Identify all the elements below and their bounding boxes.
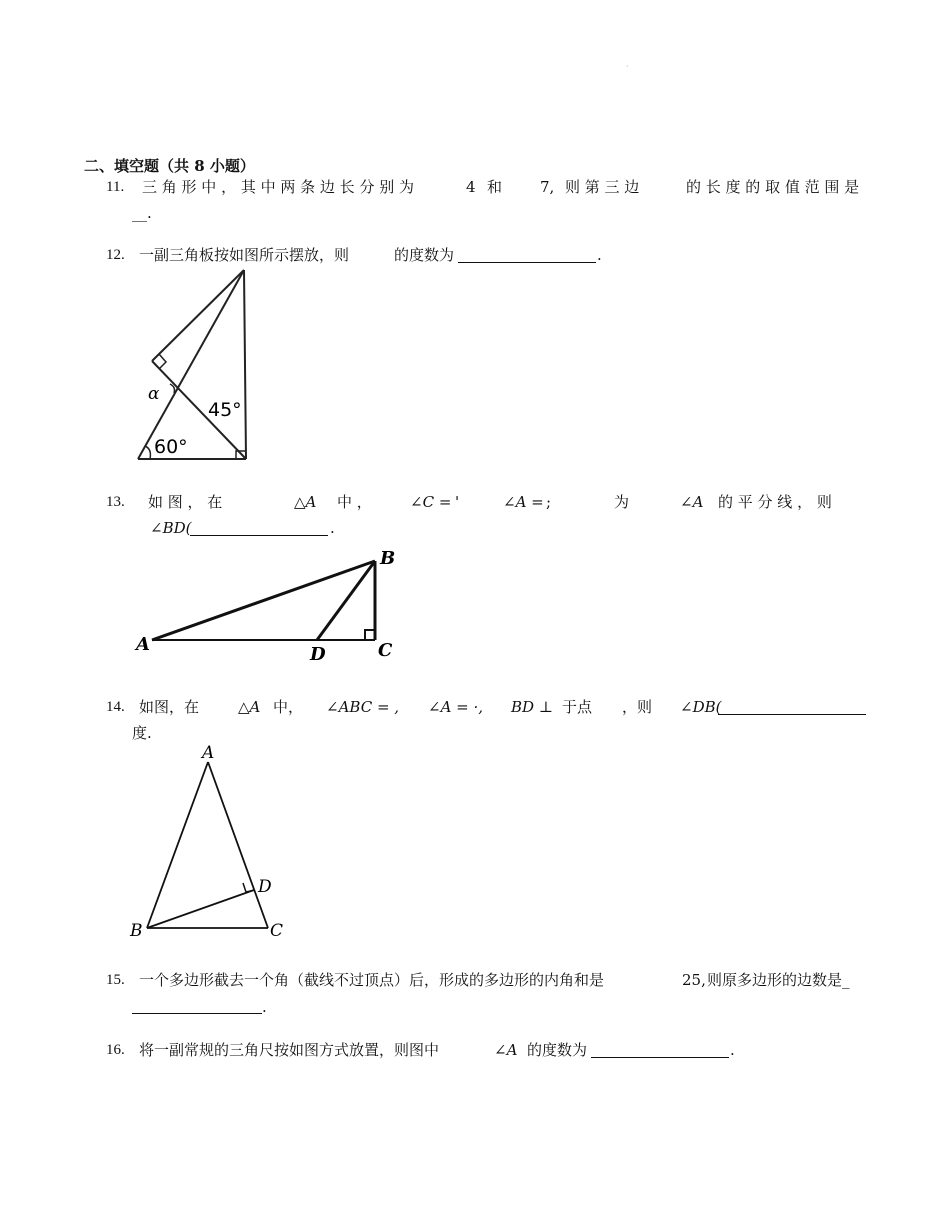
q12-number: 12. xyxy=(106,247,125,263)
q15-end: . xyxy=(262,998,267,1016)
q11-number: 11. xyxy=(106,179,125,195)
q13-end: . xyxy=(330,519,335,537)
q13-text-p2: 中 ， xyxy=(337,493,372,511)
q14-ask-angle: ∠DB( xyxy=(680,698,722,716)
q16-angle: ∠A xyxy=(494,1041,518,1059)
q12-answer-blank xyxy=(458,246,596,267)
q14-triangle: △A xyxy=(238,698,261,716)
q11-answer-blank: __. xyxy=(132,204,152,222)
section-title: 二、填空题（共 8 小题） xyxy=(84,157,255,175)
q13-angle-a-tail: ; xyxy=(546,493,552,511)
q16-text: 将一副常规的三角尺按如图方式放置，则图中 xyxy=(139,1041,440,1059)
q12-fig-leg-upper xyxy=(152,270,244,361)
q11-text-part1: 三 角 形 中 ， 其 中 两 条 边 长 分 别 为 xyxy=(142,178,414,196)
q13-fig-label-c: C xyxy=(378,640,393,661)
q14-text-p4: ，则 xyxy=(622,698,653,716)
q14-text-p1: 如图，在 xyxy=(139,698,200,716)
q13-triangle: △A xyxy=(294,493,317,511)
q13-angle-c: ∠C = xyxy=(410,493,452,511)
q14-fig-side-ab xyxy=(147,762,208,928)
q15-text2: 则原多边形的边数是_ xyxy=(707,971,850,989)
q13-fig-label-b: B xyxy=(380,548,396,569)
q14-fig-altitude-bd xyxy=(147,890,254,928)
q11-value-b: 7, xyxy=(540,178,555,196)
q16-number: 16. xyxy=(106,1042,125,1058)
q13-number: 13. xyxy=(106,494,125,510)
q15-answer-blank xyxy=(132,997,262,1018)
q16-answer-blank xyxy=(591,1041,729,1062)
q14-fig-label-c: C xyxy=(270,921,284,941)
q13-angle-a: ∠A = xyxy=(503,493,544,511)
q11-he: 和 xyxy=(487,178,503,196)
q12-fig-right-angle-mark xyxy=(159,354,166,369)
q15-value: 25, xyxy=(682,971,706,989)
q14-text-p3: 于点 xyxy=(562,698,593,716)
q12-end: . xyxy=(597,246,602,264)
q16-end: . xyxy=(730,1041,735,1059)
q13-bisected-angle: ∠A xyxy=(680,493,704,511)
q15-text: 一个多边形截去一个角（截线不过顶点）后，形成的多边形的内角和是 xyxy=(139,971,605,989)
q11-text-part3: 的 长 度 的 取 值 范 围 是 xyxy=(686,178,860,196)
q14-angle-abc: ∠ABC = , xyxy=(326,698,400,716)
q14-number: 14. xyxy=(106,699,125,715)
q13-fig-side-ab xyxy=(152,561,375,640)
q14-perpendicular: BD ⊥ xyxy=(511,698,553,716)
q14-fig-label-d: D xyxy=(258,877,272,897)
q16-text2: 的度数为 xyxy=(527,1041,588,1059)
q13-ask-angle: ∠BD( xyxy=(150,519,192,537)
q14-text-p2: 中， xyxy=(273,698,304,716)
page-dot: · xyxy=(626,62,629,71)
q13-figure xyxy=(130,546,410,666)
q13-text-p1: 如 图 ， 在 xyxy=(148,493,223,511)
q12-fig-alpha-arc xyxy=(170,384,175,393)
q13-fig-label-a: A xyxy=(136,634,150,655)
q12-fig-45: 45° xyxy=(208,399,242,421)
q12-text2: 的度数为 xyxy=(394,246,455,264)
q14-line2: 度. xyxy=(132,724,152,742)
q12-text: 一副三角板按如图所示摆放，则 xyxy=(139,246,350,264)
q13-text-p3: 为 xyxy=(614,493,630,511)
q13-answer-blank xyxy=(190,519,328,540)
q12-fig-60-arc xyxy=(145,446,150,459)
q12-fig-vertical-edge xyxy=(244,270,246,459)
q12-figure xyxy=(130,266,260,466)
q15-number: 15. xyxy=(106,972,125,988)
q11-value-a: 4 xyxy=(466,178,476,196)
q12-fig-alpha: α xyxy=(148,384,160,404)
q13-text-p4: 的 平 分 线 ， 则 xyxy=(718,493,832,511)
q12-fig-60: 60° xyxy=(154,436,188,458)
q14-fig-label-a: A xyxy=(202,743,215,763)
q14-angle-a: ∠A = ·, xyxy=(428,698,484,716)
q14-answer-blank xyxy=(718,698,866,719)
q14-fig-label-b: B xyxy=(130,921,143,941)
q13-fig-label-d: D xyxy=(310,644,326,665)
q11-text-part2: 则 第 三 边 xyxy=(565,178,640,196)
q12-fig-hypotenuse-60 xyxy=(138,270,244,459)
q13-angle-c-tail: ' xyxy=(455,493,460,511)
q14-figure xyxy=(128,740,298,945)
